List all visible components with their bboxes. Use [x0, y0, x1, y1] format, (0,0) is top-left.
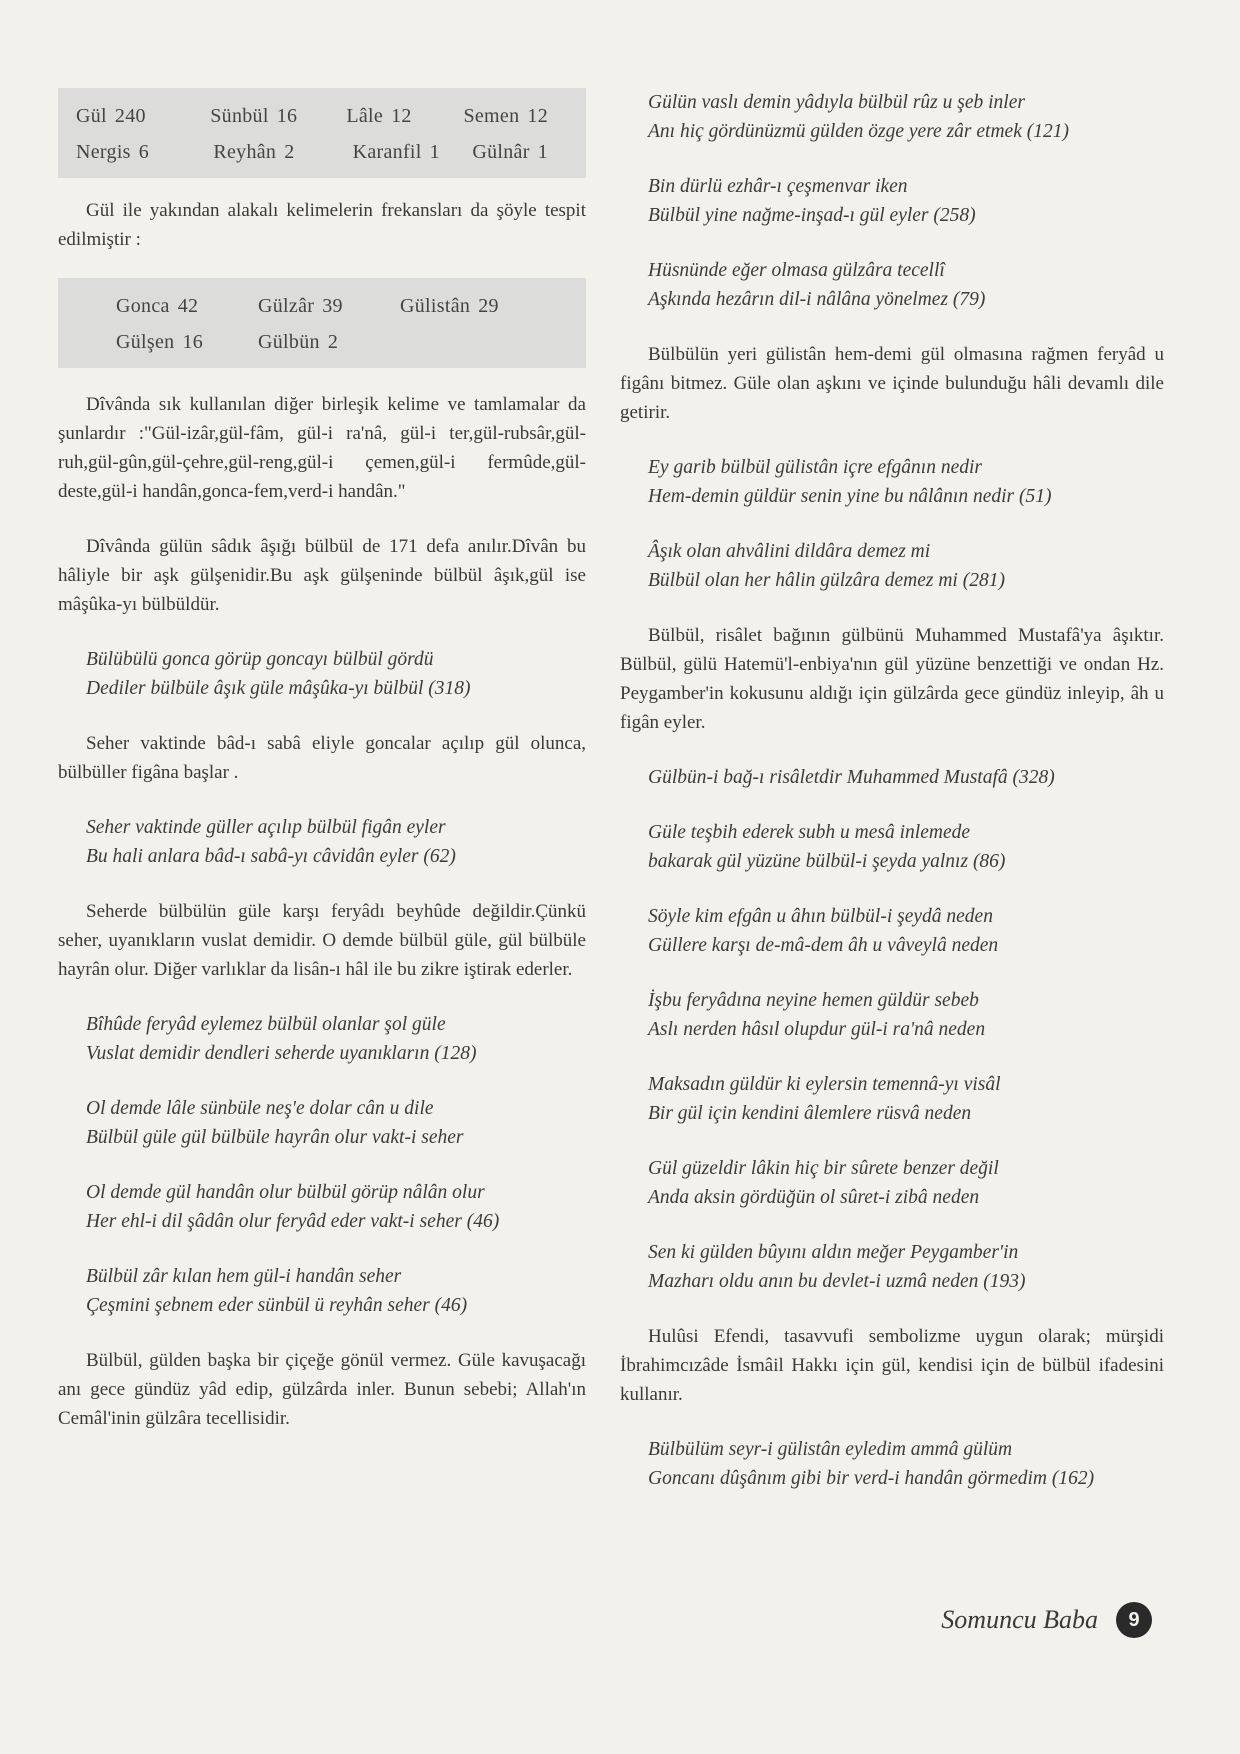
body-paragraph: Seherde bülbülün güle karşı feryâdı beyhûde değildir.Çünkü seher, uyanıkların vuslat demidir. O demde bülbül güle, gül bülbüle hayrân olur. Diğer varlıklar da lisân-ı hâl ile bu zikre iştirak ederler. [58, 901, 586, 980]
verse-couplet: İşbu feryâdına neyine hemen güldür sebeb Aslı nerden hâsıl olupdur gül-i ra'nâ neden [648, 990, 986, 1040]
verse-couplet: Bîhûde feryâd eylemez bülbül olanlar şol güle Vuslat demidir dendleri seherde uyanıkların (128) [86, 1014, 477, 1064]
body-paragraph: Bülbül, gülden başka bir çiçeğe gönül vermez. Güle kavuşacağı anı gece gündüz yâd edip, gülzârda inler. Bunun sebebi; Allah'ın Cemâl'inin gülzâra tecellisidir. [58, 1350, 586, 1429]
freq-item: Gülşen 16 [116, 331, 204, 353]
verse-couplet: Ol demde gül handân olur bülbül görüp nâlân olur Her ehl-i dil şâdân olur feryâd eder vakt-i seher (46) [86, 1182, 500, 1232]
body-paragraph: Hulûsi Efendi, tasavvufi sembolizme uygun olarak; mürşidi İbrahimcızâde İsmâil Hakkı için gül, kendisi için de bülbül ifadesini kullanır. [620, 1326, 1164, 1405]
page-number: 9 [1116, 1602, 1152, 1638]
frequency-table-flowers [58, 88, 586, 178]
verse-couplet: Bülübülü gonca görüp goncayı bülbül gördü Dediler bülbüle âşık güle mâşûka-yı bülbül (318) [86, 649, 471, 699]
verse-couplet: Güle teşbih ederek subh u mesâ inlemede bakarak gül yüzüne bülbül-i şeyda yalnız (86) [648, 822, 1006, 872]
verse-couplet: Gülün vaslı demin yâdıyla bülbül rûz u şeb inler Anı hiç gördünüzmü gülden özge yere zâr etmek (121) [648, 92, 1069, 142]
body-paragraph: Dîvânda sık kullanılan diğer birleşik kelime ve tamlamalar da şunlardır :"Gül-izâr,gül-fâm, gül-i ra'nâ, gül-i ter,gül-rubsâr,gül-ruh,gül-gûn,gül-çehre,gül-reng,gül-i çemen,gül-i fermûde,gül-deste,gül-i handân,gonca-fem,verd-i handân." [58, 394, 586, 502]
freq-item: Gülnâr 1 [472, 141, 548, 163]
verse-couplet: Gülbün-i bağ-ı risâletdir Muhammed Mustafâ (328) [648, 767, 1055, 788]
verse-couplet: Ey garib bülbül gülistân içre efgânın nedir Hem-demin güldür senin yine bu nâlânın nedir (51) [648, 457, 1052, 507]
verse-couplet: Bin dürlü ezhâr-ı çeşmenvar iken Bülbül yine nağme-inşad-ı gül eyler (258) [648, 176, 976, 226]
right-column [620, 88, 1164, 1493]
body-paragraph: Bülbül, risâlet bağının gülbünü Muhammed Mustafâ'ya âşıktır. Bülbül, gülü Hatemü'l-enbiya'nın gül yüzüne benzettiği ve ondan Hz. Peygamber'in kokusunu aldığı için gülzârda gece gündüz inleyip, âh u figân eyler. [620, 625, 1164, 733]
freq-item: Gonca 42 [116, 295, 199, 317]
verse-couplet: Söyle kim efgân u âhın bülbül-i şeydâ neden Güllere karşı de-mâ-dem âh u vâveylâ neden [648, 906, 999, 956]
verse-couplet: Gül güzeldir lâkin hiç bir sûrete benzer değil Anda aksin gördüğün ol sûret-i zibâ neden [648, 1158, 999, 1208]
freq-row [76, 134, 570, 170]
frequency-table-related [58, 278, 586, 368]
intro-paragraph: Gül ile yakından alakalı kelimelerin frekansları da şöyle tespit edilmiştir : [58, 200, 586, 250]
left-column [58, 88, 586, 1433]
verse-couplet: Seher vaktinde güller açılıp bülbül figân eyler Bu hali anlara bâd-ı sabâ-yı câvidân eyler (62) [86, 817, 456, 867]
verse-couplet: Ol demde lâle sünbüle neş'e dolar cân u dile Bülbül güle gül bülbüle hayrân olur vakt-i seher [86, 1098, 464, 1148]
body-paragraph: Seher vaktinde bâd-ı sabâ eliyle goncalar açılıp gül olunca, bülbüller figâna başlar . [58, 733, 586, 783]
verse-couplet: Maksadın güldür ki eylersin temennâ-yı visâl Bir gül için kendini âlemlere rüsvâ neden [648, 1074, 1001, 1124]
freq-item: Gülistân 29 [400, 295, 499, 317]
freq-item: Karanfil 1 [352, 141, 440, 163]
freq-row [76, 98, 570, 134]
freq-item: Reyhân 2 [213, 141, 295, 163]
freq-row [116, 324, 570, 360]
verse-couplet: Bülbül zâr kılan hem gül-i handân seher Çeşmini şebnem eder sünbül ü reyhân seher (46) [86, 1266, 468, 1316]
magazine-name: Somuncu Baba [941, 1605, 1098, 1634]
verse-couplet: Bülbülüm seyr-i gülistân eyledim ammâ gülüm Goncanı dûşânım gibi bir verd-i handân görmedim (162) [648, 1439, 1095, 1489]
body-paragraph: Dîvânda gülün sâdık âşığı bülbül de 171 defa anılır.Dîvân bu hâliyle bir aşk gülşenidir.Bu aşk gülşeninde bülbül âşık,gül ise mâşûka-yı bülbüldür. [58, 536, 586, 615]
verse-couplet: Âşık olan ahvâlini dildâra demez mi Bülbül olan her hâlin gülzâra demez mi (281) [648, 541, 1005, 591]
freq-item: Sünbül 16 [210, 105, 298, 127]
freq-item: Gülzâr 39 [258, 295, 343, 317]
verse-couplet: Sen ki gülden bûyını aldın meğer Peygamber'in Mazharı oldu anın bu devlet-i uzmâ neden (193) [648, 1242, 1026, 1292]
freq-item: Nergis 6 [76, 141, 150, 163]
freq-item: Gülbün 2 [258, 331, 339, 353]
verse-couplet: Hüsnünde eğer olmasa gülzâra tecellî Aşkında hezârın dil-i nâlâna yönelmez (79) [648, 260, 986, 310]
freq-row [116, 288, 570, 324]
body-paragraph: Bülbülün yeri gülistân hem-demi gül olmasına rağmen feryâd u figânı bitmez. Güle olan aşkını ve içinde bulunduğu hâli devamlı dile getirir. [620, 344, 1164, 423]
freq-item: Semen 12 [463, 105, 548, 127]
page-footer [941, 1602, 1152, 1638]
freq-item: Gül 240 [76, 105, 146, 127]
freq-item: Lâle 12 [346, 105, 412, 127]
